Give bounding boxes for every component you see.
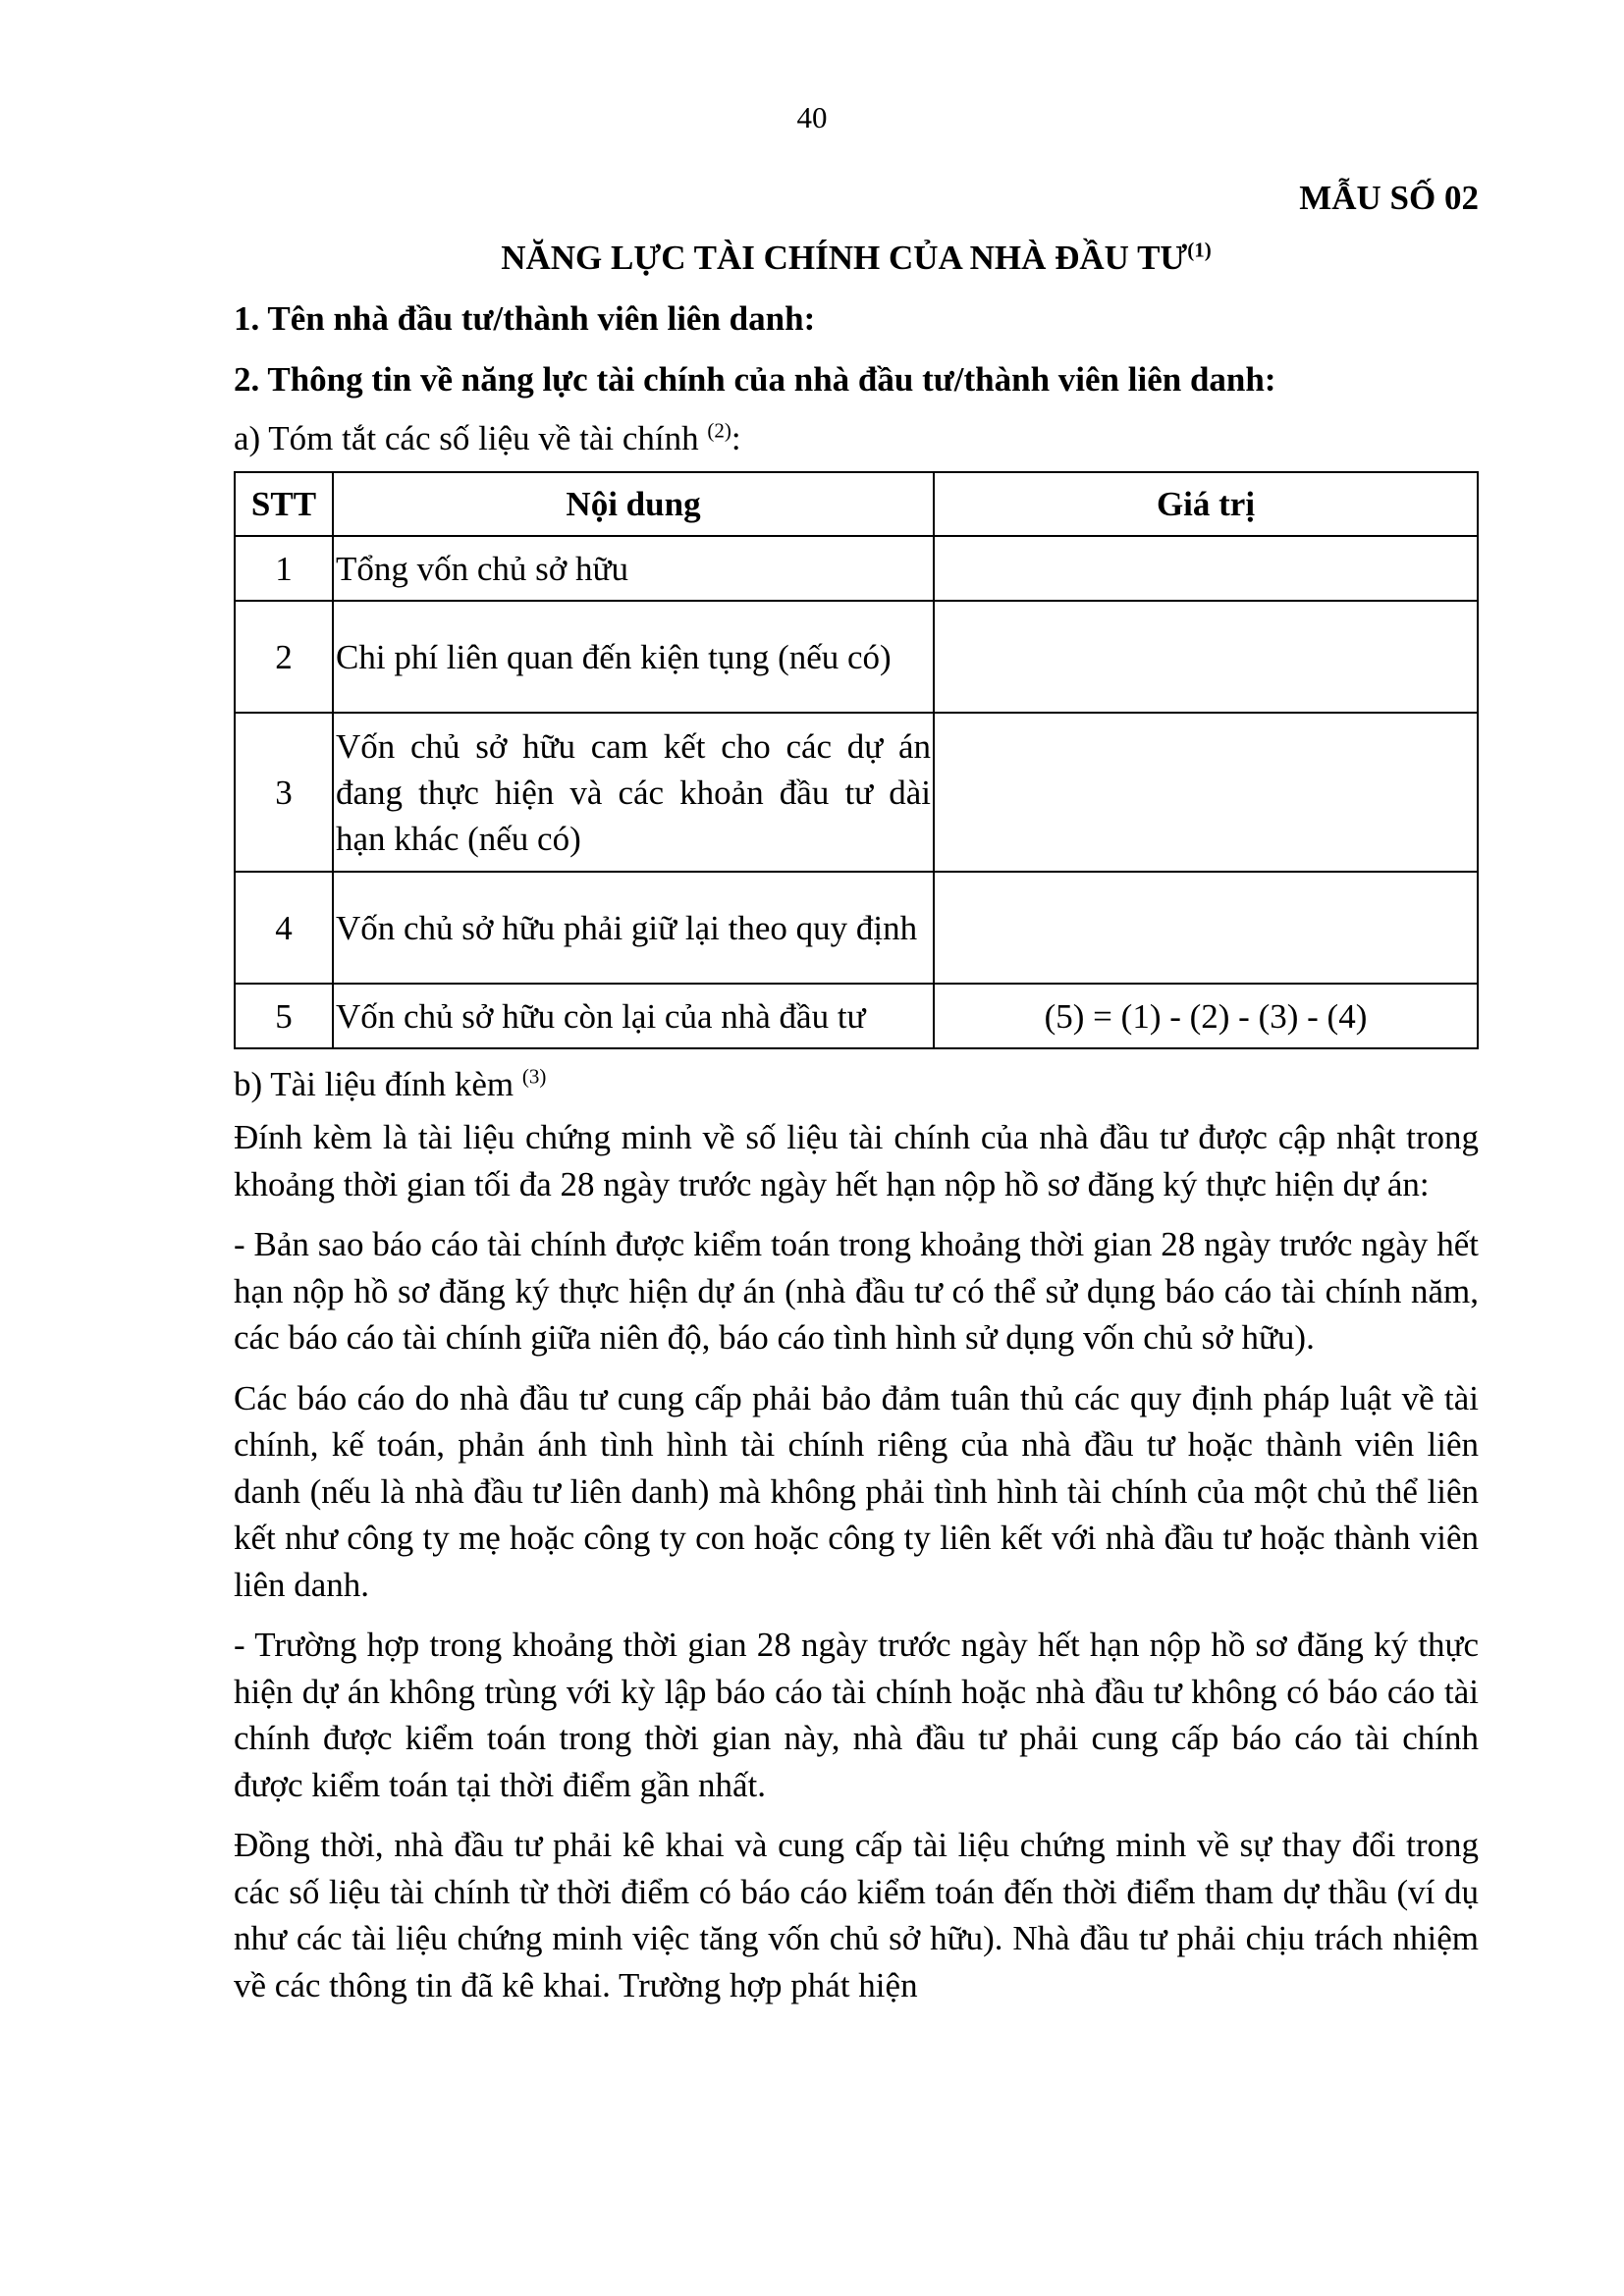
table-row	[235, 601, 1478, 713]
summary-colon: :	[731, 419, 741, 457]
row-value	[934, 536, 1478, 601]
document-body	[234, 169, 1479, 2022]
row-value	[934, 601, 1478, 713]
table-row	[235, 713, 1478, 872]
header-stt: STT	[235, 472, 333, 536]
row-content: Vốn chủ sở hữu phải giữ lại theo quy định	[333, 872, 934, 984]
header-content: Nội dung	[333, 472, 934, 536]
body-paragraph: Các báo cáo do nhà đầu tư cung cấp phải bảo đảm tuân thủ các quy định pháp luật về tài chính, kế toán, phản ánh tình hình tài chính riêng của nhà đầu tư hoặc thành viên liên danh (nếu là nhà đầu tư liên danh) mà không phải tình hình tài chính của một chủ thể liên kết như công ty mẹ hoặc công ty con hoặc công ty liên kết với nhà đầu tư hoặc thành viên liên danh.	[234, 1378, 1479, 1604]
form-code: MẪU SỐ 02	[1299, 179, 1479, 217]
row-content: Tổng vốn chủ sở hữu	[333, 536, 934, 601]
financial-summary-heading	[234, 410, 1479, 467]
document-title	[234, 228, 1479, 289]
row-stt: 4	[235, 872, 333, 984]
body-paragraph: Đồng thời, nhà đầu tư phải kê khai và cung cấp tài liệu chứng minh về sự thay đổi trong các số liệu tài chính từ thời điểm có báo cáo kiểm toán đến thời điểm tham dự thầu (ví dụ như các tài liệu chứng minh việc tăng vốn chủ sở hữu). Nhà đầu tư phải chịu trách nhiệm về các thông tin đã kê khai. Trường hợp phát hiện	[234, 1826, 1479, 2004]
row-value	[934, 872, 1478, 984]
body-paragraph: Đính kèm là tài liệu chứng minh về số liệu tài chính của nhà đầu tư được cập nhật trong khoảng thời gian tối đa 28 ngày trước ngày hết hạn nộp hồ sơ đăng ký thực hiện dự án:	[234, 1118, 1479, 1203]
row-value: (5) = (1) - (2) - (3) - (4)	[934, 984, 1478, 1048]
row-content: Vốn chủ sở hữu còn lại của nhà đầu tư	[333, 984, 934, 1048]
section-financial-capacity: 2. Thông tin về năng lực tài chính của nhà đầu tư/thành viên liên danh:	[234, 360, 1276, 399]
attachments-label: b) Tài liệu đính kèm	[234, 1065, 522, 1103]
table-row	[235, 536, 1478, 601]
summary-footnote-marker: (2)	[707, 418, 731, 443]
table-row	[235, 872, 1478, 984]
financial-summary-table	[234, 471, 1479, 1049]
section-investor-name: 1. Tên nhà đầu tư/thành viên liên danh:	[234, 299, 816, 338]
financial-summary-label: a) Tóm tắt các số liệu về tài chính	[234, 419, 708, 457]
row-stt: 2	[235, 601, 333, 713]
row-content: Vốn chủ sở hữu cam kết cho các dự án đang thực hiện và các khoản đầu tư dài hạn khác (nếu có)	[333, 713, 934, 872]
header-value: Giá trị	[934, 472, 1478, 536]
body-paragraph: - Bản sao báo cáo tài chính được kiểm toán trong khoảng thời gian 28 ngày trước ngày hết hạn nộp hồ sơ đăng ký thực hiện dự án (nhà đầu tư có thể sử dụng báo cáo tài chính năm, các báo cáo tài chính giữa niên độ, báo cáo tình hình sử dụng vốn chủ sở hữu).	[234, 1225, 1479, 1357]
page-number: 40	[796, 100, 828, 134]
attachments-footnote-marker: (3)	[521, 1064, 547, 1089]
row-content: Chi phí liên quan đến kiện tụng (nếu có)	[333, 601, 934, 713]
row-stt: 3	[235, 713, 333, 872]
attachments-heading	[234, 1055, 1479, 1114]
body-paragraph: - Trường hợp trong khoảng thời gian 28 ngày trước ngày hết hạn nộp hồ sơ đăng ký thực hiện dự án không trùng với kỳ lập báo cáo tài chính hoặc nhà đầu tư không có báo cáo tài chính được kiểm toán trong thời gian này, nhà đầu tư phải cung cấp báo cáo tài chính được kiểm toán tại thời điểm gần nhất.	[234, 1626, 1479, 1804]
title-footnote-marker: (1)	[1187, 238, 1212, 262]
row-stt: 1	[235, 536, 333, 601]
table-row	[235, 984, 1478, 1048]
document-title-text: NĂNG LỰC TÀI CHÍNH CỦA NHÀ ĐẦU TƯ	[501, 239, 1188, 277]
table-header-row	[235, 472, 1478, 536]
row-stt: 5	[235, 984, 333, 1048]
row-value	[934, 713, 1478, 872]
